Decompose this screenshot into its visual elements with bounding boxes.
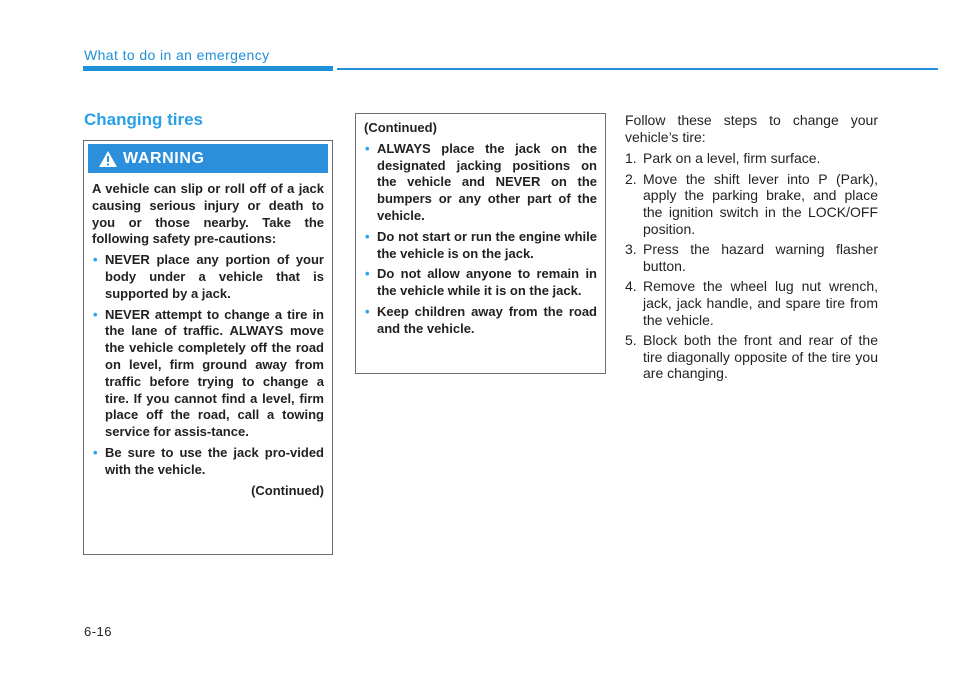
- continued-warning-box: [355, 113, 606, 374]
- bullet-dot-icon: •: [365, 140, 370, 156]
- header-rule-thin: [337, 68, 938, 70]
- section-header: What to do in an emergency: [84, 47, 270, 63]
- warning-bullet: • NEVER place any portion of your body under a vehicle that is supported by a jack.: [93, 252, 324, 301]
- instructions-intro: Follow these steps to change your vehicle’s tire:: [625, 112, 878, 145]
- warning-label: WARNING: [123, 150, 205, 167]
- continued-bullet: • Do not start or run the engine while the vehicle is on the jack.: [365, 228, 597, 261]
- continued-bullet: • Do not allow anyone to remain in the vehicle while it is on the jack.: [365, 266, 597, 299]
- warning-triangle-icon: [98, 150, 118, 168]
- continued-bullet-list: [364, 141, 597, 338]
- warning-continued: (Continued): [251, 482, 324, 498]
- instructions-column: [625, 112, 878, 386]
- warning-box: [83, 140, 333, 555]
- step-item: 5. Block both the front and rear of the tire diagonally opposite of the tire you are changing.: [625, 332, 878, 382]
- bullet-dot-icon: •: [365, 266, 370, 282]
- step-item: 4. Remove the wheel lug nut wrench, jack, jack handle, and spare tire from the vehicle.: [625, 278, 878, 328]
- warning-bullet: • Be sure to use the jack pro-vided with the vehicle.: [93, 444, 324, 477]
- steps-list: [625, 150, 878, 382]
- bullet-dot-icon: •: [365, 228, 370, 244]
- continued-body: [364, 120, 597, 338]
- continued-heading: (Continued): [364, 120, 437, 135]
- warning-bullet: • NEVER attempt to change a tire in the lane of traffic. ALWAYS move the vehicle completely off the road on level, firm ground away from traffic before trying to change a tire. If you cannot find a level, firm place off the road, call a towing service for assis-tance.: [93, 306, 324, 440]
- warning-header: [88, 144, 328, 173]
- bullet-dot-icon: •: [93, 444, 98, 460]
- header-rule-thick: [83, 66, 333, 71]
- step-item: 3. Press the hazard warning flasher button.: [625, 241, 878, 274]
- bullet-dot-icon: •: [93, 306, 98, 322]
- warning-intro: A vehicle can slip or roll off of a jack causing serious injury or death to you or those nearby. Take the following safety pre-cautions:: [92, 181, 324, 247]
- bullet-dot-icon: •: [93, 252, 98, 268]
- bullet-dot-icon: •: [365, 303, 370, 319]
- page-number: 6-16: [84, 624, 113, 639]
- step-item: 2. Move the shift lever into P (Park), apply the parking brake, and place the ignition switch in the LOCK/OFF position.: [625, 170, 878, 237]
- warning-bullet-list: [92, 252, 324, 478]
- continued-bullet: • Keep children away from the road and the vehicle.: [365, 303, 597, 336]
- warning-body: [92, 181, 324, 501]
- section-title: Changing tires: [84, 110, 204, 129]
- step-item: 1. Park on a level, firm surface.: [625, 150, 821, 167]
- continued-bullet: • ALWAYS place the jack on the designated jacking positions on the vehicle and NEVER on the bumpers or any other part of the vehicle.: [365, 140, 597, 223]
